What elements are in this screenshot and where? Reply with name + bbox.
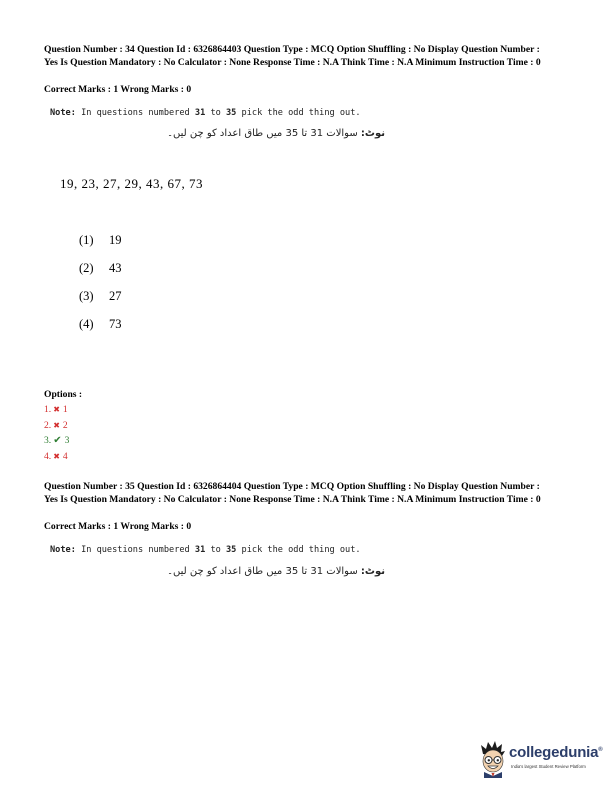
choice-number: (2) bbox=[79, 261, 94, 275]
choice-number: (3) bbox=[79, 289, 94, 303]
choice-2 bbox=[79, 261, 122, 276]
choice-value: 27 bbox=[109, 289, 122, 303]
choice-3 bbox=[79, 289, 122, 304]
option-2 bbox=[44, 420, 68, 431]
choice-value: 43 bbox=[109, 261, 122, 275]
brand-name bbox=[509, 744, 603, 761]
note-number-end: 35 bbox=[226, 108, 237, 118]
question-34-marks: Correct Marks : 1 Wrong Marks : 0 bbox=[44, 84, 192, 95]
note-label: Note: bbox=[50, 108, 76, 118]
check-icon: ✔ bbox=[53, 435, 62, 446]
option-index: 1. bbox=[44, 404, 52, 415]
choice-number: (4) bbox=[79, 317, 94, 331]
collegedunia-logo bbox=[478, 740, 603, 780]
urdu-note-label: نوٹ: bbox=[360, 128, 385, 139]
question-34-header: Question Number : 34 Question Id : 6326864403 Question Type : MCQ Option Shuffling : No Display Question Number : Yes Is Question Mandatory : No Calculator : None Response Time : N.A Think Time : N.A Minimum Instruction Time : 0 bbox=[44, 44, 541, 68]
note-text-pre: In questions numbered bbox=[81, 108, 190, 118]
urdu-note-text: سوالات 31 تا 35 میں طاق اعداد کو چن لیں۔ bbox=[167, 128, 358, 139]
note-text-mid: to bbox=[210, 108, 221, 118]
mascot-icon bbox=[478, 740, 508, 778]
choice-value: 73 bbox=[109, 317, 122, 331]
option-index: 3. bbox=[44, 435, 52, 446]
note-text-mid: to bbox=[210, 545, 221, 555]
option-value: 2 bbox=[62, 420, 68, 431]
option-value: 4 bbox=[62, 451, 68, 462]
brand-text: collegedunia bbox=[509, 744, 599, 761]
option-3 bbox=[44, 435, 69, 446]
registered-mark: ® bbox=[598, 747, 603, 753]
choice-1 bbox=[79, 233, 122, 248]
question-35-header: Question Number : 35 Question Id : 6326864404 Question Type : MCQ Option Shuffling : No Display Question Number : Yes Is Question Mandatory : No Calculator : None Response Time : N.A Think Time : N.A Minimum Instruction Time : 0 bbox=[44, 481, 541, 505]
urdu-note-label: نوٹ: bbox=[360, 566, 385, 577]
question-34-urdu-note bbox=[80, 128, 385, 139]
question-35-marks: Correct Marks : 1 Wrong Marks : 0 bbox=[44, 521, 192, 532]
option-index: 2. bbox=[44, 420, 52, 431]
question-34-note bbox=[50, 108, 361, 118]
question-35-note bbox=[50, 545, 361, 555]
note-text-pre: In questions numbered bbox=[81, 545, 190, 555]
urdu-note-text: سوالات 31 تا 35 میں طاق اعداد کو چن لیں۔ bbox=[167, 566, 358, 577]
wrong-icon: ✖ bbox=[53, 421, 60, 430]
note-label: Note: bbox=[50, 545, 76, 555]
note-text-post: pick the odd thing out. bbox=[241, 545, 361, 555]
note-number-end: 35 bbox=[226, 545, 237, 555]
question-35-urdu-note bbox=[80, 566, 385, 577]
option-value: 3 bbox=[64, 435, 70, 446]
choice-4 bbox=[79, 317, 122, 332]
choice-value: 19 bbox=[109, 233, 122, 247]
wrong-icon: ✖ bbox=[53, 405, 60, 414]
brand-tagline: India's largest Student Review Platform bbox=[511, 764, 586, 769]
note-text-post: pick the odd thing out. bbox=[241, 108, 361, 118]
choice-number: (1) bbox=[79, 233, 94, 247]
note-number-start: 31 bbox=[194, 545, 206, 555]
option-value: 1 bbox=[62, 404, 68, 415]
options-title: Options : bbox=[44, 389, 83, 400]
number-series: 19, 23, 27, 29, 43, 67, 73 bbox=[60, 176, 203, 191]
wrong-icon: ✖ bbox=[53, 452, 60, 461]
option-1 bbox=[44, 404, 68, 415]
note-number-start: 31 bbox=[194, 108, 206, 118]
option-index: 4. bbox=[44, 451, 52, 462]
option-4 bbox=[44, 451, 68, 462]
